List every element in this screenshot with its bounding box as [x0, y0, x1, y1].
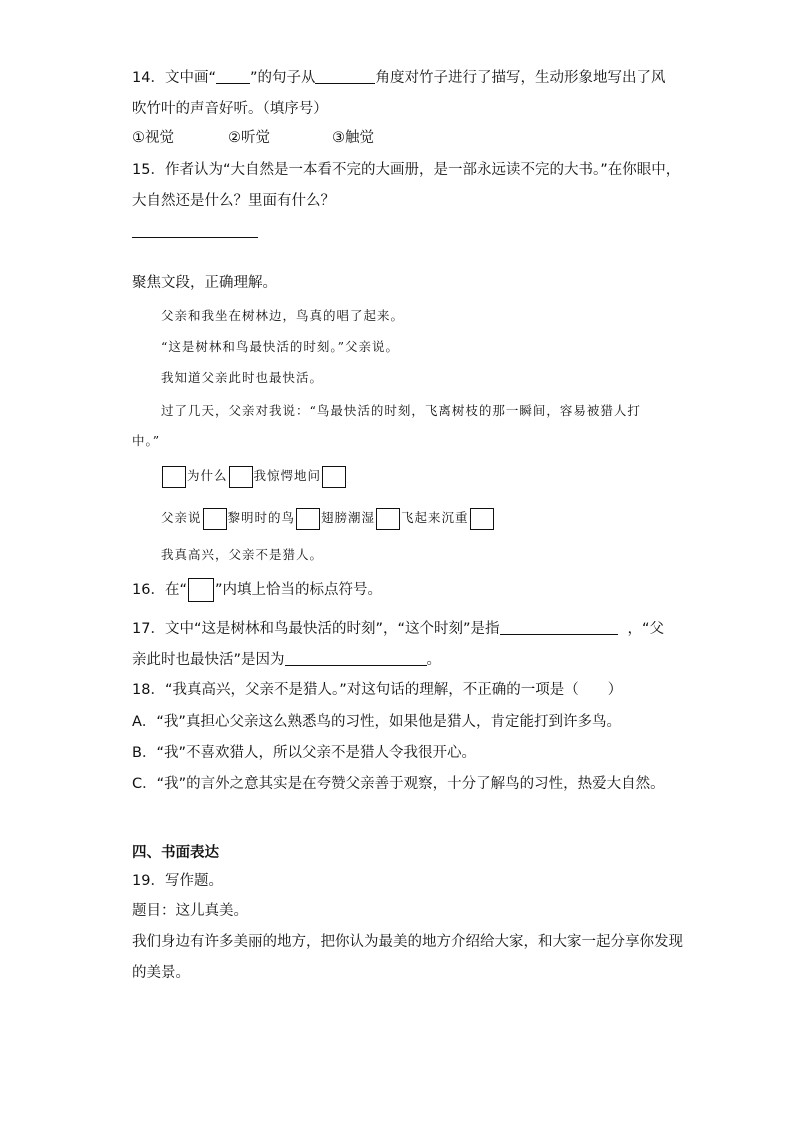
- passage-para-2: “这是树林和鸟最快活的时刻。”父亲说。: [161, 339, 400, 354]
- punct-box[interactable]: [203, 508, 227, 530]
- passage-para-4a: 过了几天，父亲对我说：“鸟最快活的时刻，飞离树枝的那一瞬间，容易被猎人打: [161, 403, 641, 418]
- passage-para-6b: 黎明时的鸟: [227, 510, 296, 525]
- q14-option-3: ③触觉: [332, 130, 374, 146]
- q16-example-box: [188, 578, 214, 602]
- passage-para-6c: 翅膀潮湿: [321, 510, 376, 525]
- q14-line-1: [132, 68, 665, 88]
- q16-text-a: 16．在“: [132, 582, 187, 598]
- punct-box[interactable]: [296, 508, 320, 530]
- q19-label: 19．写作题。: [132, 873, 223, 889]
- passage-para-6d: 飞起来沉重: [401, 510, 469, 525]
- q14-option-1: ①视觉: [132, 130, 174, 146]
- q15-line-2: 大自然还是什么？里面有什么？: [132, 193, 335, 209]
- passage-para-6: [161, 506, 495, 530]
- punct-box[interactable]: [376, 508, 400, 530]
- q14-option-2: ②听觉: [228, 130, 270, 146]
- punct-box[interactable]: [162, 466, 186, 488]
- q15-line-1: 15．作者认为“大自然是一本看不完的大画册，是一部永远读不完的大书。”在你眼中，: [132, 162, 681, 178]
- q14-text-c: 角度对竹子进行了描写，生动形象地写出了风: [375, 70, 666, 86]
- q17-text-b: ，“父: [627, 621, 665, 637]
- q17-text-c: 亲此时也最快活”是因为: [132, 652, 285, 668]
- passage-para-5b: 我惊愕地问: [253, 468, 322, 483]
- q18-option-b[interactable]: B．“我”不喜欢猎人，所以父亲不是猎人令我很开心。: [132, 745, 476, 761]
- passage-para-7: 我真高兴，父亲不是猎人。: [161, 547, 324, 562]
- q14-text-b: ”的句子从: [249, 70, 316, 86]
- q14-options: [132, 128, 374, 148]
- punct-box[interactable]: [229, 466, 253, 488]
- passage-intro: 聚焦文段，正确理解。: [132, 275, 277, 291]
- passage-para-1: 父亲和我坐在树林边，鸟真的唱了起来。: [161, 308, 405, 323]
- q18-option-c[interactable]: C．“我”的言外之意其实是在夸赞父亲善于观察，十分了解鸟的习性，热爱大自然。: [132, 776, 665, 792]
- punct-box[interactable]: [470, 508, 494, 530]
- q17-blank-1[interactable]: [500, 620, 618, 635]
- q17-line-2: [132, 650, 441, 670]
- passage-para-5: [161, 464, 347, 488]
- q17-text-d: 。: [426, 652, 442, 668]
- passage-para-6a: 父亲说: [161, 510, 202, 525]
- q14-text-a: 14．文中画“: [132, 70, 216, 86]
- q17-text-a: 17．文中“这是树林和鸟最快活的时刻”，“这个时刻”是指: [132, 621, 500, 637]
- q14-blank-1[interactable]: [216, 69, 250, 84]
- q18-option-a[interactable]: A．“我”真担心父亲这么熟悉鸟的习性，如果他是猎人，肯定能打到许多鸟。: [132, 714, 621, 730]
- punct-box[interactable]: [322, 466, 346, 488]
- q15-answer-line[interactable]: [132, 237, 258, 238]
- q19-prompt-line-2: 的美景。: [132, 965, 190, 981]
- section-4-heading: 四、书面表达: [132, 845, 219, 861]
- q16-text-b: ”内填上恰当的标点符号。: [214, 582, 382, 598]
- q18-stem: 18．“我真高兴，父亲不是猎人。”对这句话的理解，不正确的一项是（ ）: [132, 682, 623, 698]
- q19-prompt-line-1: 我们身边有许多美丽的地方，把你认为最美的地方介绍给大家，和大家一起分享你发现: [132, 934, 683, 950]
- q17-line-1: [132, 619, 664, 639]
- passage-para-3: 我知道父亲此时也最快活。: [161, 370, 324, 385]
- q14-line-2: 吹竹叶的声音好听。（填序号）: [132, 101, 328, 117]
- q19-title: 题目：这儿真美。: [132, 903, 248, 919]
- q17-blank-2[interactable]: [285, 651, 427, 666]
- q16-line: [132, 578, 382, 602]
- q14-blank-2[interactable]: [315, 69, 375, 84]
- passage-para-5a: 为什么: [187, 468, 228, 483]
- passage-para-4b: 中。”: [132, 433, 161, 448]
